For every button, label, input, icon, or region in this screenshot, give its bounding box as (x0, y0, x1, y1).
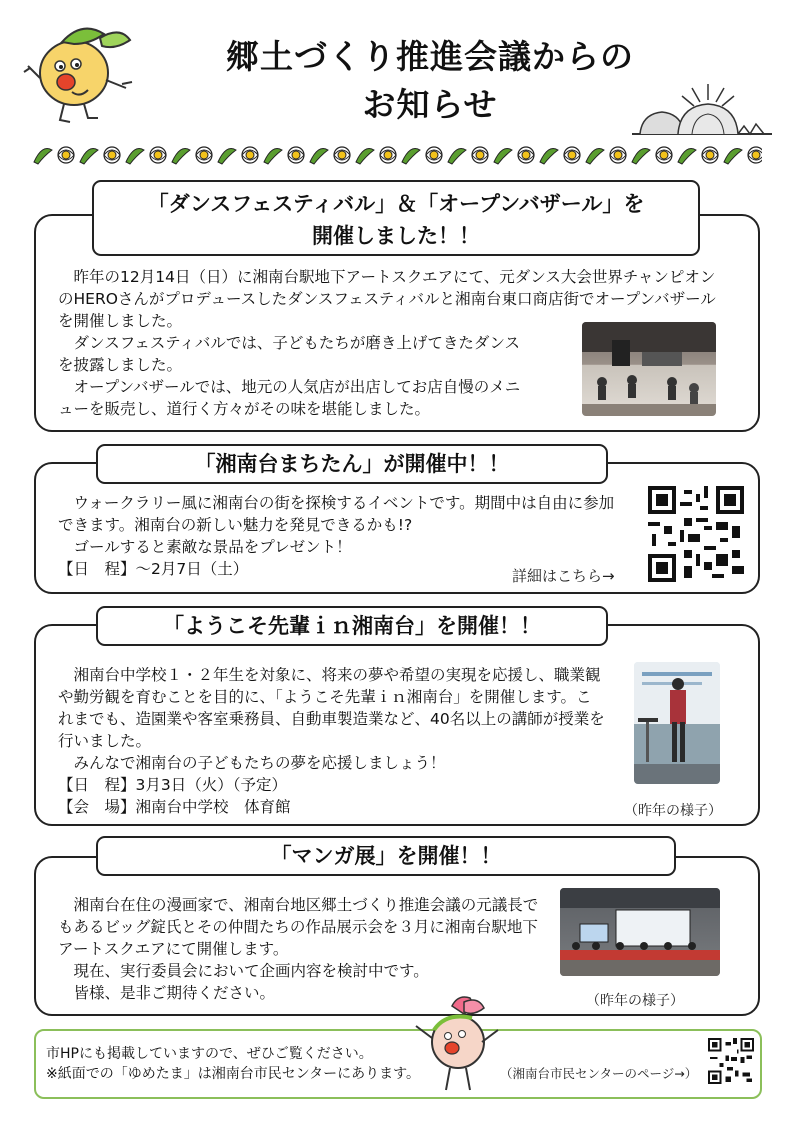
youkoso-senpai-photo (634, 662, 720, 784)
paragraph: 昨年の12月14日（日）に湘南台駅地下アートスクエアにて、元ダンス大会世界チャンピオンのHEROさんがプロデュースしたダンスフェスティバルと湘南台東口商店街でオープンバザールを開催しました。 (58, 268, 716, 330)
manga-exhibition-caption: （昨年の様子） (586, 993, 684, 1009)
qr-code-icon[interactable] (648, 486, 744, 582)
mascot-footer-icon (412, 994, 502, 1098)
mascot-icon (22, 18, 142, 128)
paragraph: 湘南台在住の漫画家で、湘南台地区郷土づくり推進会議の元議長でもあるビッグ錠氏とその仲間たちの作品展示会を３月に湘南台駅地下アートスクエアにて開催します。 (58, 896, 539, 958)
heading-text: 「マンガ展」を開催！！ (270, 844, 502, 868)
paragraph: オープンバザールでは、地元の人気店が出店してお店自慢のメニューを販売し、道行く方々がその味を堪能しました。 (58, 378, 521, 418)
qr-details-label: 詳細はこちら→ (512, 567, 615, 585)
manga-exhibition-photo (560, 888, 720, 976)
youkoso-senpai-caption: （昨年の様子） (624, 803, 722, 819)
paragraph: 湘南台中学校１・２年生を対象に、将来の夢や希望の実現を応援し、職業観や勤労観を育むことを目的に、「ようこそ先輩ｉｎ湘南台」を開催します。これまでも、造園業や客室乗務員、自動車製造業など、40名以上の講師が授業を行いました。 (58, 666, 605, 750)
dance-festival-photo (582, 322, 716, 416)
footer-qr-label: （湘南台市民センターのページ→） (500, 1066, 698, 1081)
heading-line2: 開催しました！！ (312, 224, 480, 248)
paragraph: みんなで湘南台の子どもたちの夢を応援しましょう！ (73, 754, 446, 772)
section-dance-festival-body-2 (58, 332, 528, 420)
heading-text: 「ようこそ先輩ｉｎ湘南台」を開催！！ (163, 614, 541, 638)
footer-line2: ※紙面での「ゆめたま」は湘南台市民センターにあります。 (46, 1066, 421, 1082)
paragraph: 現在、実行委員会において企画内容を検討中です。 (73, 962, 429, 980)
section-machitan-heading (96, 444, 608, 484)
page-title-line2: お知らせ (362, 85, 498, 124)
heading-line1: 「ダンスフェスティバル」＆「オープンバザール」を (147, 192, 645, 216)
section-manga-exhibition-body (58, 894, 552, 1004)
page-title-line1: 郷土づくり推進会議からの (226, 37, 634, 76)
footer-line1: 市HPにも掲載していますので、ぜひご覧ください。 (46, 1046, 373, 1062)
paragraph: ダンスフェスティバルでは、子どもたちが磨き上げてきたダンスを披露しました。 (58, 334, 521, 374)
heading-text: 「湘南台まちたん」が開催中！！ (194, 452, 510, 476)
section-youkoso-senpai-body (58, 664, 606, 818)
section-manga-exhibition-heading (96, 836, 676, 876)
paragraph: ゴールすると素敵な景品をプレゼント！ (73, 538, 352, 556)
section-youkoso-senpai-heading (96, 606, 608, 646)
leaf-flower-border-icon (32, 142, 762, 168)
section-dance-festival-heading (92, 180, 700, 256)
paragraph: 皆様、是非ご期待ください。 (73, 984, 276, 1002)
dome-building-icon (632, 80, 772, 138)
paragraph: ウォークラリー風に湘南台の街を探検するイベントです。期間中は自由に参加できます。湘南台の新しい魅力を発見できるかも!? (58, 494, 615, 534)
footer-text (46, 1044, 420, 1084)
qr-code-icon[interactable] (708, 1038, 754, 1084)
venue-text: 【会 場】湘南台中学校 体育館 (58, 798, 291, 816)
decorative-border (32, 142, 762, 168)
schedule-text: 【日 程】3月3日（火）（予定） (58, 776, 287, 794)
schedule-text: 【日 程】～2月7日（土） (58, 560, 249, 578)
